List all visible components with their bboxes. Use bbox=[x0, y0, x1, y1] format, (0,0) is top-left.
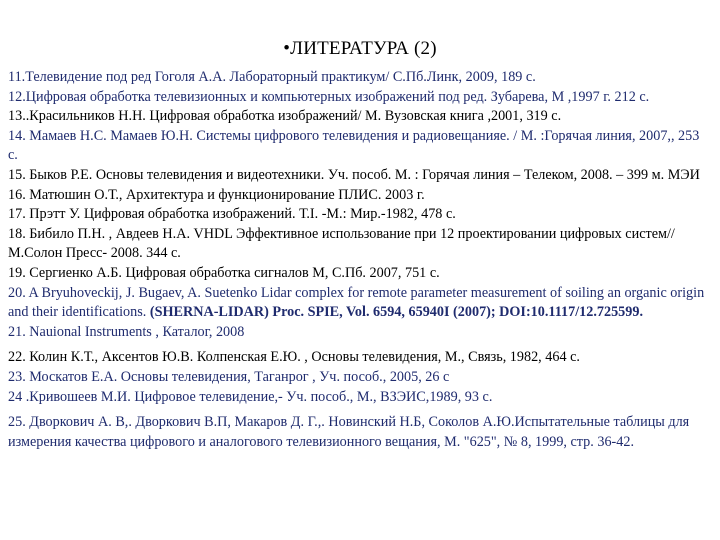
reference-text: 20. A Bryuhoveckij, J. Bugaev, A. Suetenko Lidar complex for remote parameter measurement of soiling an organic origin and their identifications. bbox=[8, 284, 705, 321]
reference-item: 23. Москатов Е.А. Основы телевидения, Таганрог , Уч. пособ., 2005, 26 с bbox=[8, 368, 450, 385]
reference-item: 15. Быков Р.Е. Основы телевидения и видеотехники. Уч. пособ. М. : Горячая линия – Телеком, 2008. – 399 м. МЭИ bbox=[8, 166, 700, 183]
reference-item bbox=[8, 284, 712, 323]
reference-item: 13..Красильников Н.Н. Цифровая обработка изображений/ М. Вузовская книга ,2001, 319 с. bbox=[8, 108, 562, 125]
reference-item: 14. Мамаев Н.С. Мамаев Ю.Н. Системы цифрового телевидения и радиовещанияе. / М. :Горячая линия, 2007,, 253 с. bbox=[8, 127, 700, 164]
reference-item: 19. Сергиенко А.Б. Цифровая обработка сигналов М, С.Пб. 2007, 751 с. bbox=[8, 264, 440, 281]
reference-item: 25. Дворкович А. В,. Дворкович В.П, Макаров Д. Г.,. Новинский Н.Б, Соколов А.Ю.Испытательные таблицы для измерения качества цифрового и аналогового телевизионного вещания, М. "625", № 8, 1999, стр. 36-42. bbox=[8, 414, 690, 450]
reference-item: 12.Цифровая обработка телевизионных и компьютерных изображений под ред. Зубарева, М ,1997 г. 212 с. bbox=[8, 88, 650, 105]
reference-list bbox=[8, 68, 712, 452]
reference-item: 17. Прэтт У. Цифровая обработка изображений. Т.I. -М.: Мир.-1982, 478 с. bbox=[8, 206, 456, 223]
reference-item: 16. Матюшин О.Т., Архитектура и функционирование ПЛИС. 2003 г. bbox=[8, 186, 425, 203]
reference-item: 24 .Кривошеев М.И. Цифровое телевидение,- Уч. пособ., М., ВЗЭИС,1989, 93 с. bbox=[8, 388, 493, 405]
reference-item: 21. Nauional Instruments , Каталог, 2008 bbox=[8, 323, 245, 340]
reference-item: 22. Колин К.Т., Аксентов Ю.В. Колпенская Е.Ю. , Основы телевидения, М., Связь, 1982, 464 с. bbox=[8, 349, 580, 366]
page-title: •ЛИТЕРАТУРА (2) bbox=[283, 38, 437, 59]
reference-text-bold: (SHERNA-LIDAR) Proc. SPIE, Vol. 6594, 65940I (2007); DOI:10.1117/12.725599. bbox=[149, 304, 644, 321]
reference-item: 11.Телевидение под ред Гоголя А.А. Лабораторный практикум/ С.Пб.Линк, 2009, 189 с. bbox=[8, 69, 536, 85]
reference-item: 18. Бибило П.Н. , Авдеев Н.А. VHDL Эффективное использование при 12 проектировании цифровых систем// М.Солон Пресс- 2008. 344 с. bbox=[8, 225, 675, 262]
